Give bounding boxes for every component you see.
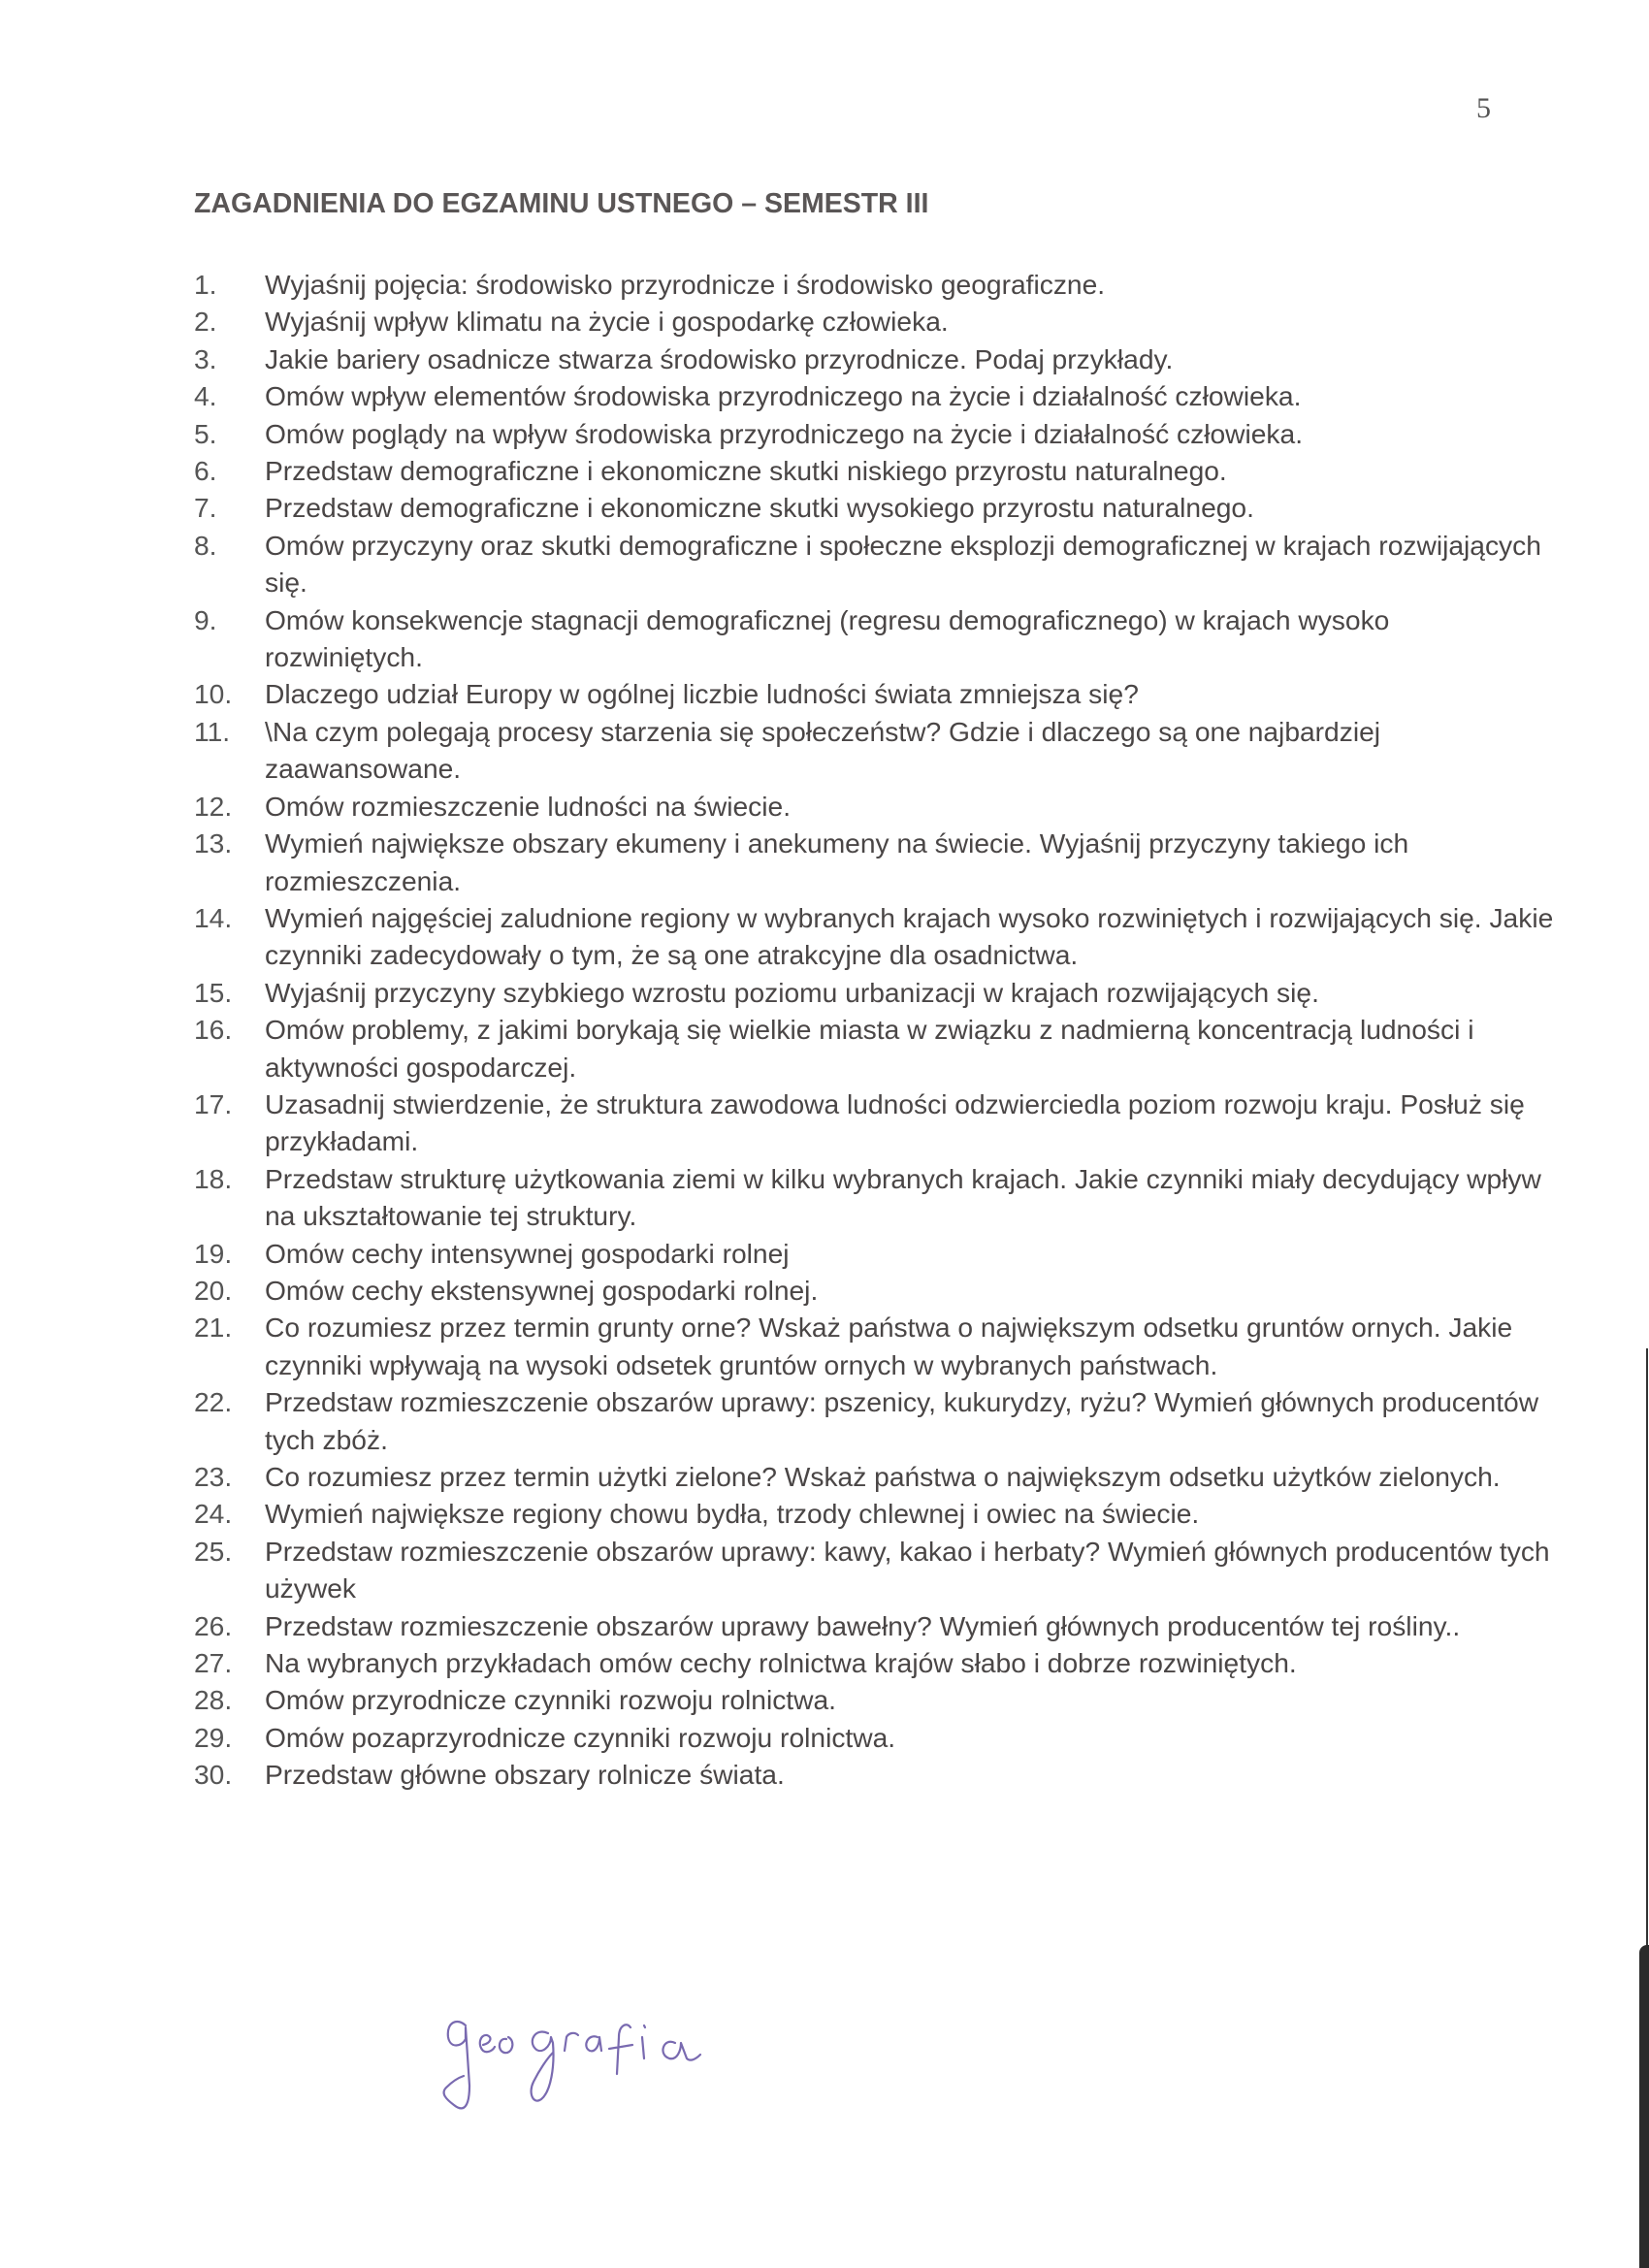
question-item (194, 788, 1552, 825)
question-item (194, 974, 1552, 1011)
question-item (194, 1495, 1552, 1532)
question-item (194, 1160, 1552, 1235)
question-item (194, 825, 1552, 899)
scan-edge-shadow (1646, 1348, 1648, 1950)
question-item (194, 601, 1552, 676)
question-item (194, 1272, 1552, 1309)
question-text: Omów cechy intensywnej gospodarki rolnej (265, 1237, 790, 1269)
question-text: \Na czym polegają procesy starzenia się społeczeństw? Gdzie i dlaczego są one najbardziej zaawansowane. (265, 715, 1381, 785)
question-number: 30. (194, 1759, 233, 1791)
question-text: Omów wpływ elementów środowiska przyrodniczego na życie i działalność człowieka. (265, 380, 1302, 412)
question-number: 18. (194, 1162, 233, 1194)
question-text: Na wybranych przykładach omów cechy rolnictwa krajów słabo i dobrze rozwiniętych. (265, 1647, 1297, 1679)
question-text: Omów pozaprzyrodnicze czynniki rozwoju rolnictwa. (265, 1721, 896, 1753)
question-text: Omów problemy, z jakimi borykają się wielkie miasta w związku z nadmierną koncentracją ludności i aktywności gospodarczej. (265, 1014, 1474, 1083)
question-text: Przedstaw strukturę użytkowania ziemi w kilku wybranych krajach. Jakie czynniki miały decydujący wpływ na ukształtowanie tej struktury. (265, 1162, 1541, 1232)
question-text: Wymień największe regiony chowu bydła, trzody chlewnej i owiec na świecie. (265, 1498, 1200, 1530)
question-item (194, 1719, 1552, 1756)
question-number: 9. (194, 603, 217, 635)
question-number: 13. (194, 827, 233, 859)
question-item (194, 1756, 1552, 1793)
question-item (194, 452, 1552, 489)
question-text: Co rozumiesz przez termin grunty orne? Wskaż państwa o największym odsetku gruntów ornych. Jakie czynniki wpływają na wysoki odsetek gruntów ornych w wybranych państwach. (265, 1312, 1513, 1380)
question-text: Przedstaw główne obszary rolnicze świata. (265, 1759, 785, 1791)
question-item (194, 1085, 1552, 1160)
question-item (194, 1607, 1552, 1644)
question-item (194, 1309, 1552, 1383)
page-number: 5 (1476, 92, 1491, 124)
question-list (194, 266, 1552, 1794)
question-item (194, 1235, 1552, 1272)
question-text: Omów poglądy na wpływ środowiska przyrodniczego na życie i działalność człowieka. (265, 417, 1304, 449)
question-number: 19. (194, 1237, 233, 1269)
question-item (194, 303, 1552, 340)
question-number: 14. (194, 901, 233, 933)
question-text: Omów przyczyny oraz skutki demograficzne i społeczne eksplozji demograficznej w krajach rozwijających się. (265, 529, 1541, 599)
question-item (194, 1383, 1552, 1458)
question-number: 25. (194, 1535, 233, 1567)
question-text: Wyjaśnij pojęcia: środowisko przyrodnicze i środowisko geograficzne. (265, 269, 1106, 300)
question-item (194, 415, 1552, 452)
question-text: Omów przyrodnicze czynniki rozwoju rolnictwa. (265, 1684, 836, 1716)
question-number: 2. (194, 306, 217, 338)
question-item (194, 1681, 1552, 1718)
scan-edge-bar (1639, 1945, 1649, 2268)
question-text: Wyjaśnij przyczyny szybkiego wzrostu poziomu urbanizacji w krajach rozwijających się. (265, 976, 1319, 1008)
question-number: 1. (194, 269, 217, 300)
question-item (194, 340, 1552, 377)
question-item (194, 489, 1552, 526)
question-text: Wymień największe obszary ekumeny i anekumeny na świecie. Wyjaśnij przyczyny takiego ich rozmieszczenia. (265, 827, 1409, 896)
question-item (194, 1533, 1552, 1607)
question-number: 5. (194, 417, 217, 449)
question-text: Przedstaw demograficzne i ekonomiczne skutki niskiego przyrostu naturalnego. (265, 455, 1227, 487)
question-text: Uzasadnij stwierdzenie, że struktura zawodowa ludności odzwierciedla poziom rozwoju kraju. Posłuż się przykładami. (265, 1087, 1525, 1157)
question-number: 24. (194, 1498, 233, 1530)
question-item (194, 899, 1552, 974)
question-number: 17. (194, 1087, 233, 1119)
question-text: Co rozumiesz przez termin użytki zielone? Wskaż państwa o największym odsetku użytków zielonych. (265, 1461, 1501, 1492)
question-text: Przedstaw rozmieszczenie obszarów uprawy: kawy, kakao i herbaty? Wymień głównych producentów tych używek (265, 1535, 1550, 1604)
question-item (194, 377, 1552, 414)
question-item (194, 1644, 1552, 1681)
question-number: 4. (194, 380, 217, 412)
question-number: 26. (194, 1609, 233, 1641)
question-number: 23. (194, 1461, 233, 1492)
question-number: 27. (194, 1647, 233, 1679)
question-item (194, 1011, 1552, 1085)
question-item (194, 713, 1552, 788)
question-number: 21. (194, 1312, 233, 1344)
question-text: Omów rozmieszczenie ludności na świecie. (265, 790, 792, 822)
question-number: 3. (194, 342, 217, 374)
question-text: Jakie bariery osadnicze stwarza środowisko przyrodnicze. Podaj przykłady. (265, 342, 1174, 374)
document-title: ZAGADNIENIA DO EGZAMINU USTNEGO – SEMESTR III (194, 188, 929, 219)
question-item (194, 266, 1552, 303)
question-text: Omów cechy ekstensywnej gospodarki rolnej. (265, 1274, 819, 1306)
question-number: 8. (194, 529, 217, 561)
question-text: Wyjaśnij wpływ klimatu na życie i gospodarkę człowieka. (265, 306, 949, 338)
question-number: 6. (194, 455, 217, 487)
question-text: Przedstaw rozmieszczenie obszarów uprawy: pszenicy, kukurydzy, ryżu? Wymień głównych producentów tych zbóż. (265, 1386, 1539, 1455)
question-number: 15. (194, 976, 233, 1008)
question-number: 28. (194, 1684, 233, 1716)
question-number: 7. (194, 492, 217, 524)
question-number: 10. (194, 678, 233, 710)
question-item (194, 675, 1552, 712)
question-number: 16. (194, 1014, 233, 1046)
question-text: Dlaczego udział Europy w ogólnej liczbie ludności świata zmniejsza się? (265, 678, 1139, 710)
question-text: Wymień najgęściej zaludnione regiony w wybranych krajach wysoko rozwiniętych i rozwijających się. Jakie czynniki zadecydowały o tym, że są one atrakcyjne dla osadnictwa. (265, 901, 1554, 971)
handwritten-note-geografia (427, 1998, 757, 2134)
question-number: 29. (194, 1721, 233, 1753)
question-item (194, 527, 1552, 601)
question-number: 22. (194, 1386, 233, 1418)
question-number: 20. (194, 1274, 233, 1306)
question-item (194, 1458, 1552, 1495)
question-number: 12. (194, 790, 233, 822)
question-text: Omów konsekwencje stagnacji demograficznej (regresu demograficznego) w krajach wysoko rozwiniętych. (265, 603, 1390, 673)
question-number: 11. (194, 715, 231, 747)
question-text: Przedstaw rozmieszczenie obszarów uprawy bawełny? Wymień głównych producentów tej rośliny.. (265, 1609, 1461, 1641)
question-text: Przedstaw demograficzne i ekonomiczne skutki wysokiego przyrostu naturalnego. (265, 492, 1254, 524)
